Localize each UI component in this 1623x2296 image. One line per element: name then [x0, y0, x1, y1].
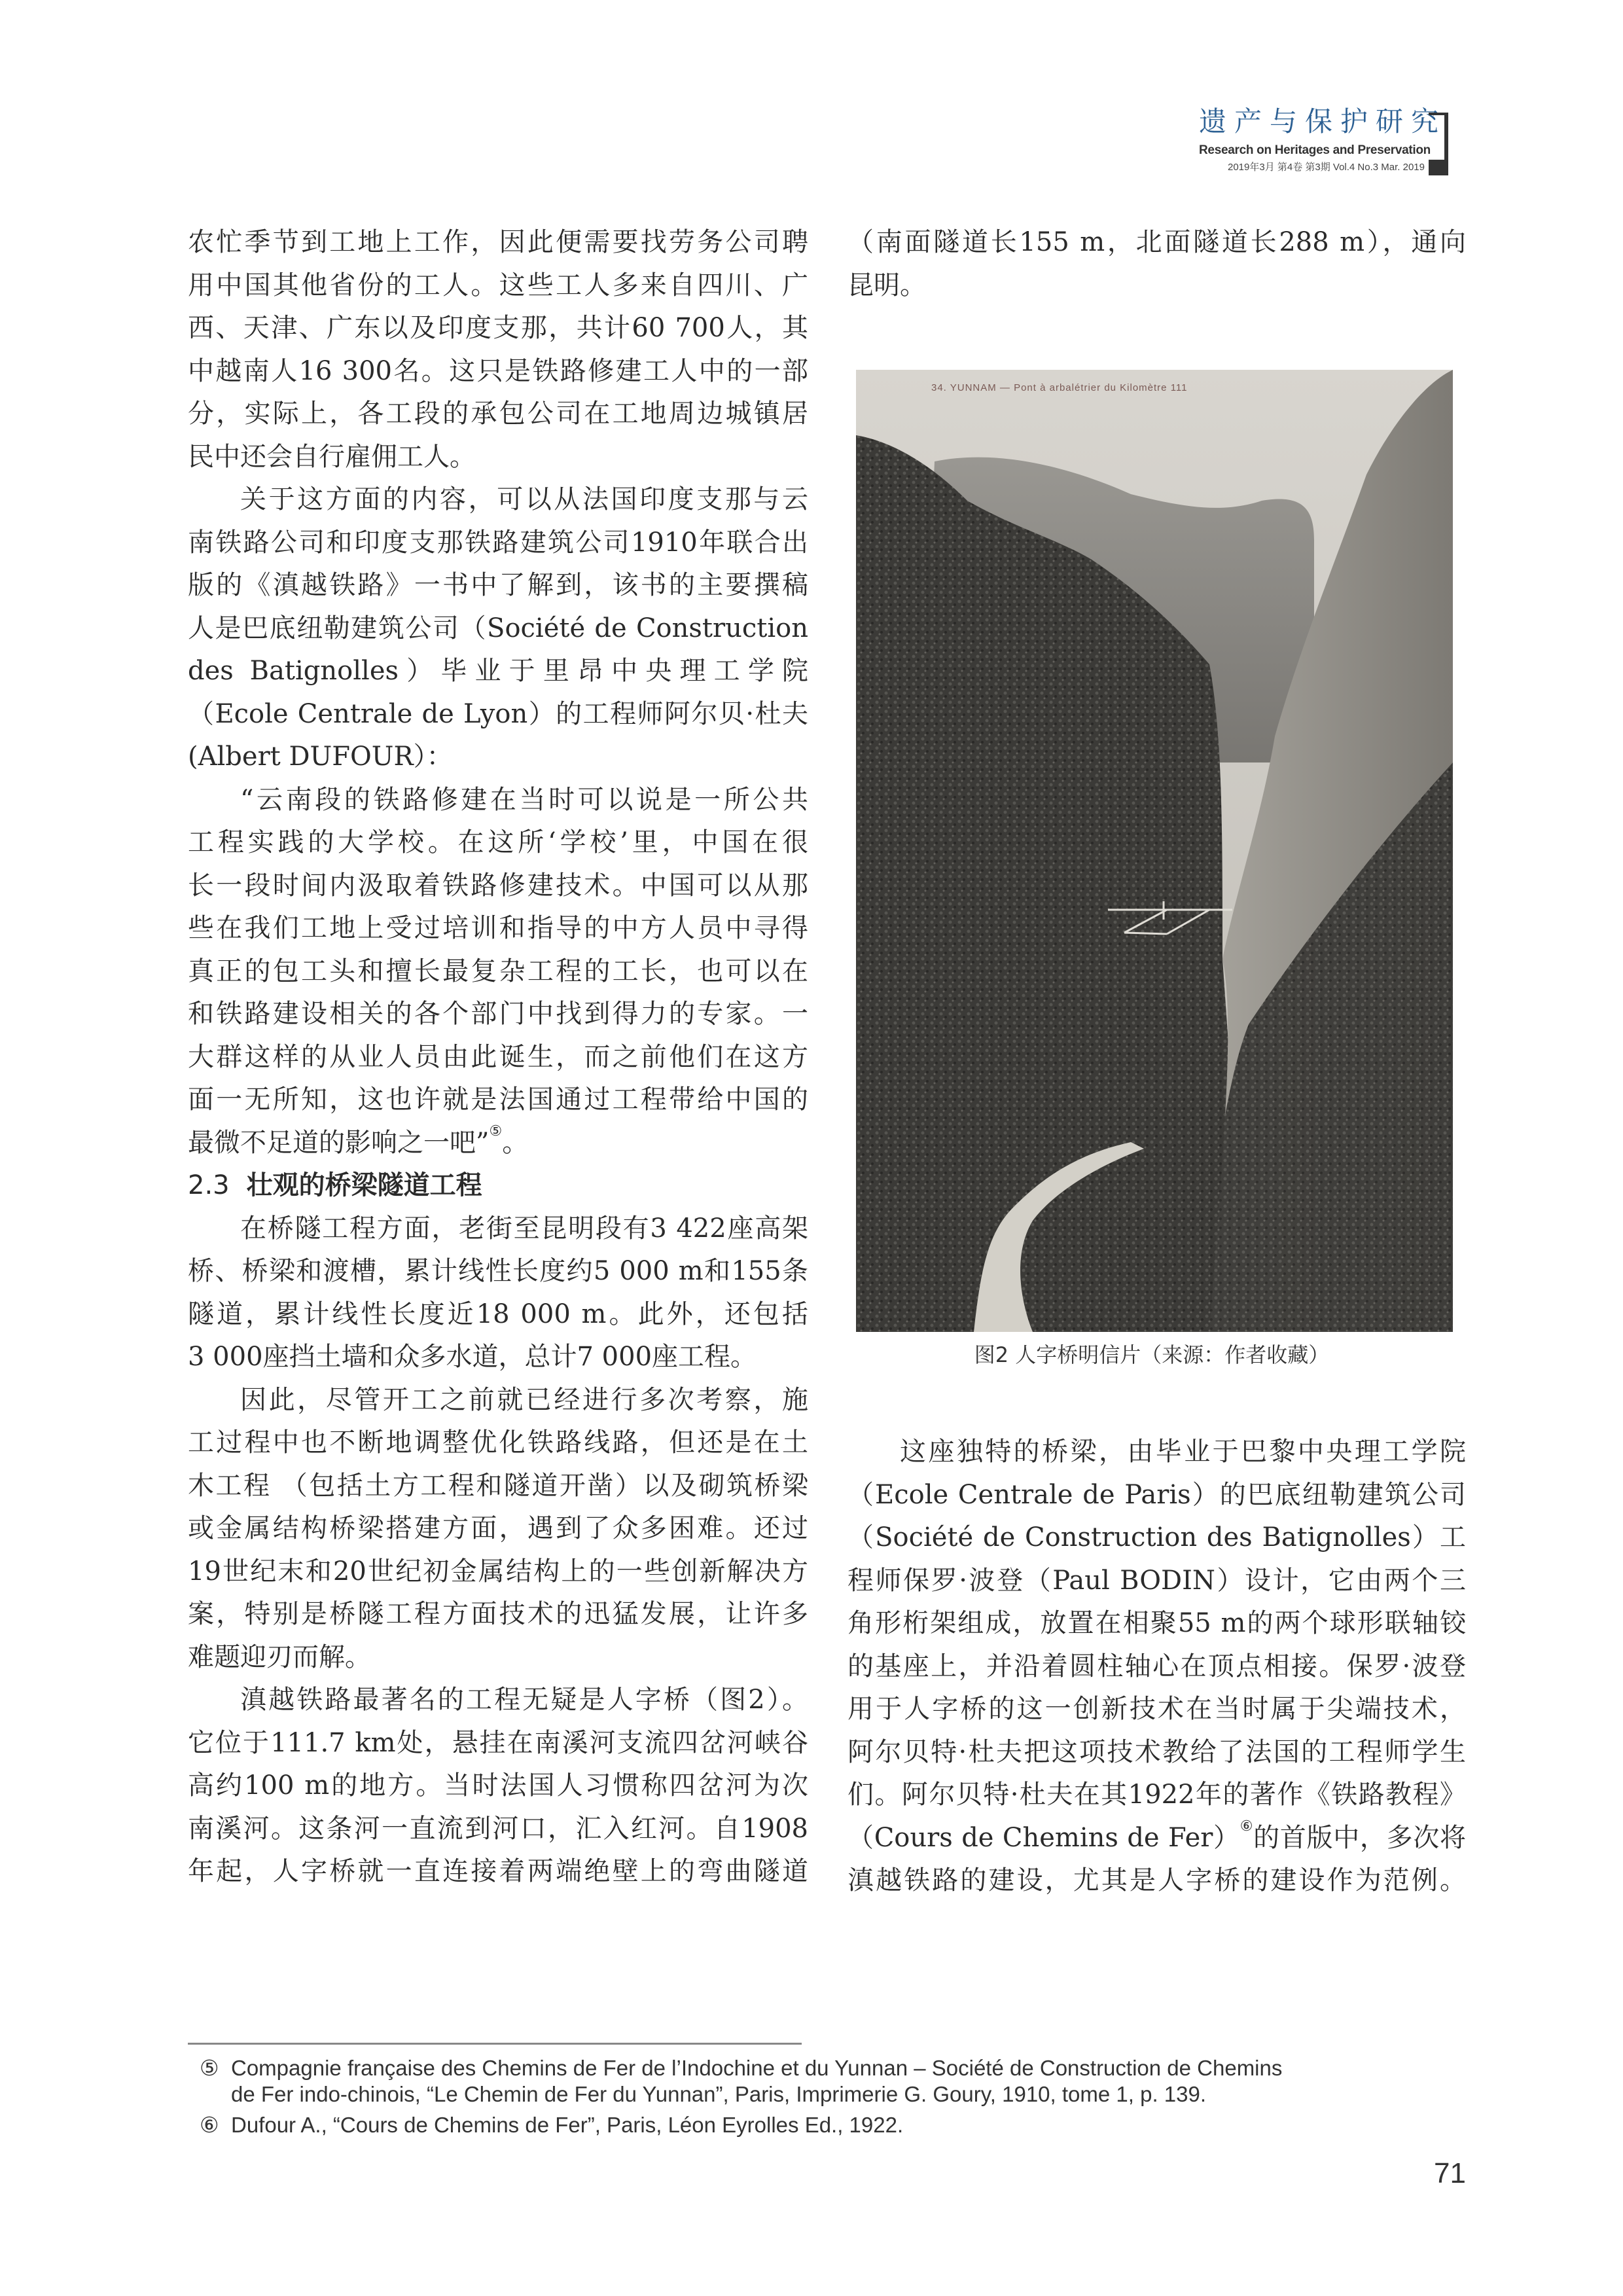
text-line: 南溪河。这条河一直流到河口，汇入红河。自1908 [188, 1813, 808, 1844]
text-line: 隧道，累计线性长度近18 000 m。此外，还包括 [188, 1299, 808, 1329]
text-line: (Albert DUFOUR）： [188, 742, 453, 772]
right-column-bottom [847, 1431, 1466, 1903]
text-line: 它位于111.7 km处，悬挂在南溪河支流四岔河峡谷 [188, 1727, 808, 1758]
text-line: 滇越铁路的建设，尤其是人字桥的建设作为范例。 [847, 1865, 1466, 1895]
text-line: 年起，人字桥就一直连接着两端绝壁上的弯曲隧道 [188, 1856, 808, 1886]
right-column-top [847, 221, 1466, 307]
text-line: 面一无所知，这也许就是法国通过工程带给中国的 [188, 1085, 808, 1115]
footnote-mark: ⑥ [200, 2113, 219, 2137]
text-line: 3 000座挡土墙和众多水道，总计7 000座工程。 [188, 1342, 757, 1372]
text-line: 用于人字桥的这一创新技术在当时属于尖端技术， [847, 1694, 1466, 1724]
journal-title-en: Research on Heritages and Preservation [1199, 143, 1431, 157]
text-line: 和铁路建设相关的各个部门中找到得力的专家。一 [188, 999, 808, 1029]
quote-end-punct: 。 [502, 1127, 529, 1158]
text-line: 民中还会自行雇佣工人。 [188, 441, 476, 472]
text-line: 昆明。 [847, 270, 926, 300]
header-bracket-decoration [1429, 113, 1448, 175]
text-line: （Ecole Centrale de Lyon）的工程师阿尔贝·杜夫 [188, 698, 808, 729]
text-line: 在桥隧工程方面，老街至昆明段有3 422座高架 [240, 1213, 808, 1244]
text-line: 木工程 （包括土方工程和隧道开凿）以及砌筑桥梁 [188, 1470, 808, 1501]
journal-title-cn: 遗产与保护研究 [1199, 105, 1447, 137]
quote-last-text: 最微不足道的影响之一吧” [188, 1127, 490, 1158]
text-line: （Ecole Centrale de Paris）的巴底纽勒建筑公司 [847, 1479, 1466, 1510]
text-line: “云南段的铁路修建在当时可以说是一所公共 [240, 784, 808, 815]
section-title: 壮观的桥梁隧道工程 [246, 1170, 482, 1200]
text-line: 农忙季节到工地上工作，因此便需要找劳务公司聘 [188, 227, 808, 257]
footnote-text-line: Compagnie française des Chemins de Fer de l’Indochine et du Yunnan – Société de Construction de Chemins [231, 2056, 1283, 2080]
text-line: （Société de Construction des Batignolles）工 [847, 1522, 1466, 1552]
section-heading [188, 1164, 808, 1208]
text-line: 角形桁架组成，放置在相聚55 m的两个球形联轴铰 [847, 1608, 1466, 1638]
text-line: 的基座上，并沿着圆柱轴心在顶点相接。保罗·波登 [847, 1651, 1466, 1681]
text-line: 们。阿尔贝特·杜夫在其1922年的著作《铁路教程》 [847, 1780, 1466, 1810]
footnote-mark: ⑤ [200, 2056, 219, 2080]
text-line: 用中国其他省份的工人。这些工人多来自四川、广 [188, 270, 808, 300]
paragraph-3 [188, 1208, 808, 1379]
text-line: 高约100 m的地方。当时法国人习惯称四岔河为次 [188, 1770, 808, 1801]
text-line: 阿尔贝特·杜夫把这项技术教给了法国的工程师学生 [847, 1736, 1466, 1767]
paragraph-2 [188, 478, 808, 779]
figure-postcard-photo [856, 370, 1453, 1332]
text-line: 19世纪末和20世纪初金属结构上的一些创新解决方 [188, 1556, 808, 1587]
text-line: 桥、桥梁和渡槽，累计线性长度约5 000 m和155条 [188, 1256, 808, 1286]
text-line: 案，特别是桥隧工程方面技术的迅猛发展，让许多 [188, 1599, 808, 1629]
footnote-text-line: de Fer indo-chinois, “Le Chemin de Fer du Yunnan”, Paris, Imprimerie G. Goury, 1910, tome 1, p. 139. [231, 2082, 1207, 2106]
footnote-text-line: Dufour A., “Cours de Chemins de Fer”, Paris, Léon Eyrolles Ed., 1922. [231, 2113, 904, 2137]
quote-paragraph [188, 779, 808, 1165]
text-line: 滇越铁路最著名的工程无疑是人字桥（图2）。 [240, 1685, 808, 1715]
postcard-printed-caption: 34. YUNNAM — Pont à arbalétrier du Kilomètre 111 [931, 382, 1188, 393]
footnote-ref-5[interactable]: ⑤ [489, 1122, 503, 1139]
issue-info: 2019年3月 第4卷 第3期 Vol.4 No.3 Mar. 2019 [1228, 162, 1425, 173]
text-segment: 的首版中，多次将 [1253, 1822, 1466, 1853]
text-line: 关于这方面的内容，可以从法国印度支那与云 [240, 484, 808, 514]
text-line: 或金属结构桥梁搭建方面，遇到了众多困难。还过 [188, 1513, 808, 1543]
page-number: 71 [1434, 2157, 1466, 2189]
footnote-ref-6[interactable]: ⑥ [1240, 1818, 1254, 1835]
text-line: 难题迎刃而解。 [188, 1641, 371, 1672]
text-line: 人是巴底纽勒建筑公司（Société de Construction [188, 613, 808, 643]
text-line: 工程实践的大学校。在这所‘学校’里，中国在很 [188, 827, 808, 857]
text-line: 真正的包工头和擅长最复杂工程的工长，也可以在 [188, 956, 808, 986]
text-line: 些在我们工地上受过培训和指导的中方人员中寻得 [188, 913, 808, 943]
text-segment: （Cours de Chemins de Fer） [847, 1822, 1240, 1853]
text-line: （南面隧道长155 m，北面隧道长288 m），通向 [847, 227, 1466, 257]
section-number: 2.3 [188, 1170, 230, 1200]
paragraph-5 [188, 1679, 808, 1893]
text-line: 南铁路公司和印度支那铁路建筑公司1910年联合出 [188, 527, 808, 558]
text-line: 这座独特的桥梁，由毕业于巴黎中央理工学院 [900, 1437, 1466, 1467]
footnote-rule [188, 2043, 802, 2045]
paragraph-1 [188, 221, 808, 478]
text-line [847, 1817, 1466, 1860]
footnote-6 [200, 2112, 1469, 2138]
text-line: 工过程中也不断地调整优化铁路线路，但还是在土 [188, 1427, 808, 1458]
paragraph-4 [188, 1379, 808, 1679]
text-line: 长一段时间内汲取着铁路修建技术。中国可以从那 [188, 870, 808, 901]
text-line: 分，实际上，各工段的承包公司在工地周边城镇居 [188, 399, 808, 429]
figure-caption: 图2 人字桥明信片（来源：作者收藏） [974, 1342, 1330, 1367]
text-line: 版的《滇越铁路》一书中了解到，该书的主要撰稿 [188, 570, 808, 600]
text-line: 西、天津、广东以及印度支那，共计60 700人，其 [188, 313, 808, 343]
left-column [188, 221, 808, 1893]
text-line [188, 1122, 808, 1165]
text-line: 中越南人16 300名。这只是铁路修建工人中的一部 [188, 355, 808, 386]
postcard-illustration [856, 370, 1453, 1332]
text-line: 程师保罗·波登（Paul BODIN）设计，它由两个三 [847, 1565, 1466, 1596]
text-line: 大群这样的从业人员由此诞生，而之前他们在这方 [188, 1041, 808, 1072]
footnote-5 [200, 2055, 1469, 2108]
text-line: des Batignolles）毕业于里昂中央理工学院 [188, 656, 808, 686]
text-line: 因此，尽管开工之前就已经进行多次考察，施 [240, 1384, 808, 1415]
